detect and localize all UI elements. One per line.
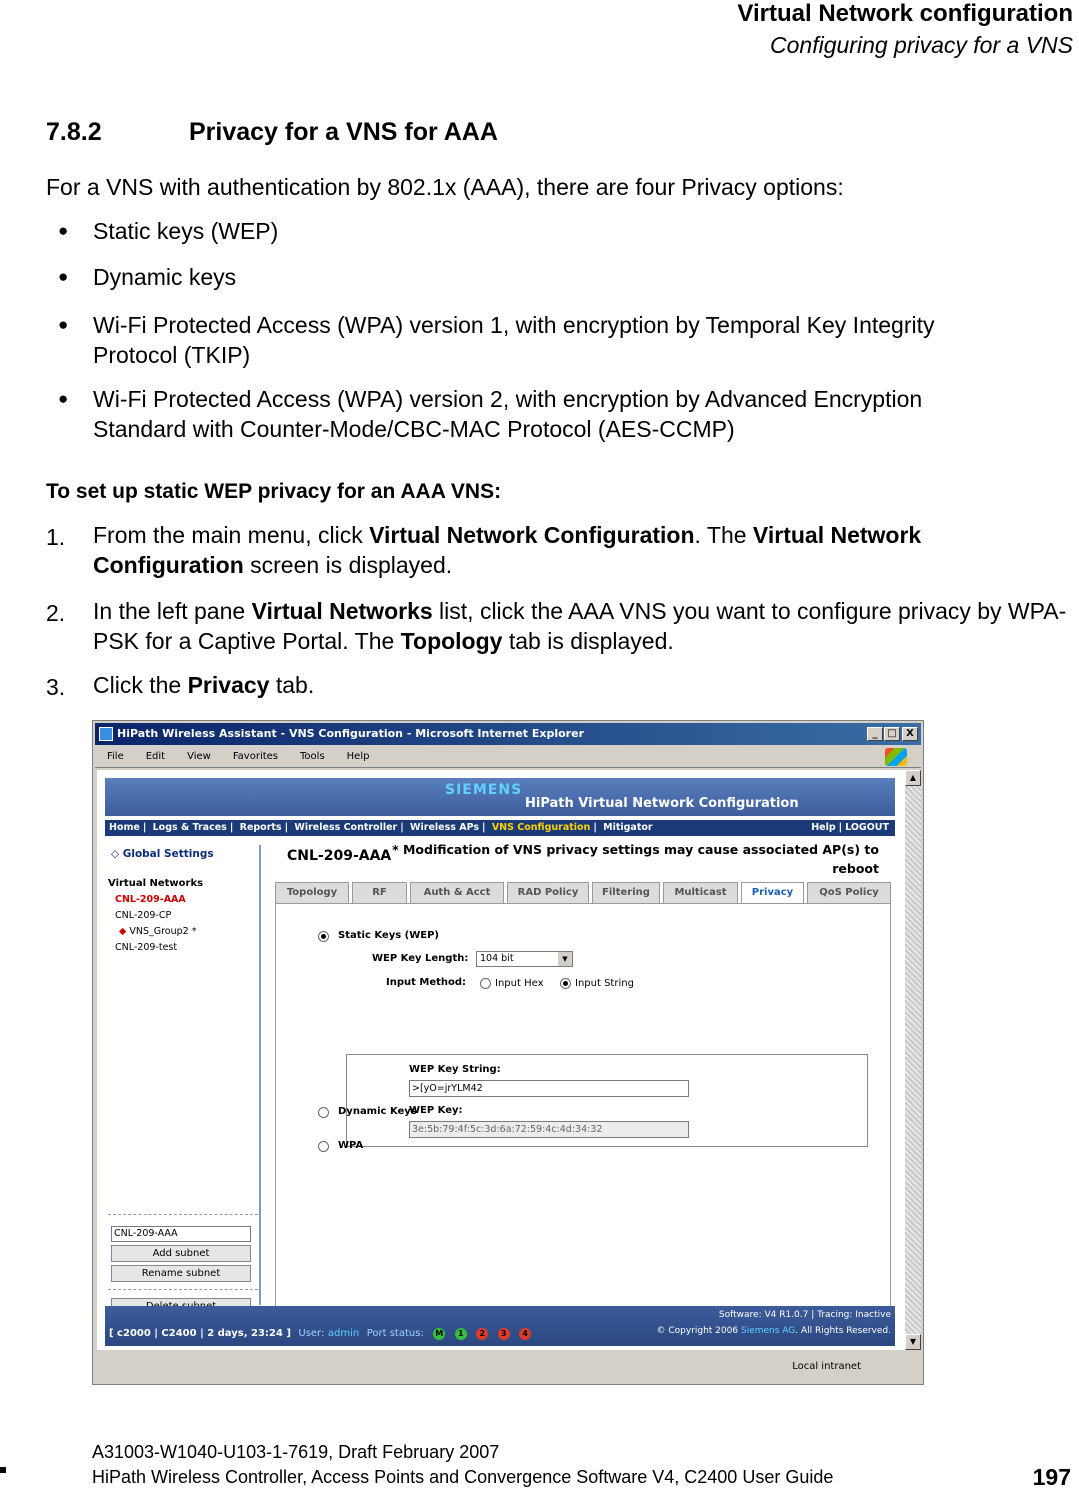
vns-sidebar: [105, 840, 260, 1300]
scroll-up-icon[interactable]: ▲: [905, 770, 921, 786]
rename-subnet-button[interactable]: Rename subnet: [111, 1265, 251, 1282]
vns-main-pane: [265, 840, 897, 1340]
menu-help[interactable]: Help: [346, 751, 370, 762]
virtual-networks-heading: Virtual Networks: [108, 878, 204, 889]
doc-id: A31003-W1040-U103-1-7619, Draft February 2007: [92, 1442, 500, 1462]
main-nav: [105, 820, 895, 836]
step-text: Click the Privacy tab.: [93, 672, 315, 698]
privacy-panel: [275, 903, 891, 1326]
windows-logo-icon: [885, 748, 907, 766]
minimize-button[interactable]: _: [867, 727, 883, 741]
nav-help[interactable]: Help: [811, 822, 836, 833]
maximize-button[interactable]: □: [884, 727, 900, 741]
window-title: HiPath Wireless Assistant - VNS Configuration - Microsoft Internet Explorer: [117, 727, 584, 740]
nav-logs-traces[interactable]: Logs & Traces: [152, 822, 227, 833]
dynamic-keys-label: Dynamic Keys: [338, 1106, 417, 1117]
wep-key-length-select[interactable]: 104 bit ▼: [476, 951, 573, 967]
port-status-label: Port status:: [366, 1328, 424, 1339]
page-content: [97, 770, 905, 1350]
section-title: Privacy for a VNS for AAA: [189, 118, 498, 146]
bullet-marker: ●: [58, 267, 69, 286]
diamond-icon: ◇: [111, 848, 120, 860]
running-header-section: Configuring privacy for a VNS: [770, 32, 1073, 58]
nav-separator: |: [142, 822, 147, 833]
menu-view[interactable]: View: [187, 751, 211, 762]
nav-mitigator[interactable]: Mitigator: [603, 822, 653, 833]
wep-key-label: WEP Key:: [409, 1105, 463, 1116]
reboot-notice: * Modification of VNS privacy settings may cause associated AP(s) to reboot: [392, 842, 879, 876]
global-settings-link[interactable]: ◇ Global Settings: [111, 848, 214, 860]
window-titlebar: [95, 723, 921, 745]
tab-topology[interactable]: Topology: [275, 882, 349, 904]
bullet-item: Wi-Fi Protected Access (WPA) version 1, with encryption by Temporal Key Integrity Protocol (TKIP): [93, 312, 935, 368]
vns-item-cnl-209-test[interactable]: CNL-209-test: [115, 942, 178, 953]
wep-key-group: [346, 1054, 868, 1147]
port-3-indicator: 3: [498, 1328, 510, 1340]
step-text: From the main menu, click Virtual Network Configuration. The Virtual Network Configuration screen is displayed.: [93, 522, 922, 578]
wpa-radio[interactable]: [318, 1141, 329, 1152]
port-m-indicator: M: [433, 1328, 445, 1340]
add-subnet-button[interactable]: Add subnet: [111, 1245, 251, 1262]
port-4-indicator: 4: [519, 1328, 531, 1340]
vertical-scrollbar[interactable]: [905, 770, 921, 1350]
vns-item-cnl-209-aaa[interactable]: CNL-209-AAA: [115, 894, 186, 905]
tab-filtering[interactable]: Filtering: [592, 882, 660, 904]
nav-separator: |: [593, 822, 597, 833]
port-1-indicator: 1: [455, 1328, 467, 1340]
siemens-logo: SIEMENS: [445, 782, 523, 798]
input-string-label: Input String: [575, 978, 634, 989]
intro-paragraph: For a VNS with authentication by 802.1x (AAA), there are four Privacy options:: [46, 174, 844, 200]
bullet-item: Wi-Fi Protected Access (WPA) version 2, with encryption by Advanced Encryption Standard with Counter-Mode/CBC-MAC Protocol (AES-CCMP): [93, 386, 923, 442]
bullet-marker: ●: [58, 389, 69, 408]
software-version: Software: V4 R1.0.7 | Tracing: Inactive: [718, 1310, 891, 1320]
browser-menubar: [95, 746, 921, 768]
sidebar-divider: [108, 1289, 258, 1290]
dynamic-keys-radio[interactable]: [318, 1107, 329, 1118]
tab-qos-policy[interactable]: QoS Policy: [807, 882, 891, 904]
step-number: 1.: [46, 524, 66, 550]
nav-separator: |: [400, 822, 404, 833]
static-keys-radio[interactable]: [318, 931, 329, 942]
port-2-indicator: 2: [476, 1328, 488, 1340]
nav-separator: |: [482, 822, 486, 833]
static-keys-label: Static Keys (WEP): [338, 930, 439, 941]
system-status: [109, 1328, 531, 1340]
wep-key-length-label: WEP Key Length:: [372, 953, 469, 964]
menu-edit[interactable]: Edit: [145, 751, 166, 762]
close-button[interactable]: X: [902, 727, 918, 741]
nav-separator: |: [229, 822, 234, 833]
menu-file[interactable]: File: [107, 751, 124, 762]
nav-logout[interactable]: LOGOUT: [845, 822, 889, 833]
pane-divider: [259, 845, 261, 1305]
nav-wireless-controller[interactable]: Wireless Controller: [294, 822, 398, 833]
app-banner: [105, 778, 895, 816]
subnet-name-input[interactable]: CNL-209-AAA: [111, 1226, 251, 1242]
bullet-marker: ●: [58, 315, 69, 334]
tab-auth-acct[interactable]: Auth & Acct: [410, 882, 504, 904]
nav-wireless-aps[interactable]: Wireless APs: [410, 822, 480, 833]
vns-title: CNL-209-AAA: [287, 848, 392, 864]
page-marker: [0, 1467, 6, 1473]
nav-reports[interactable]: Reports: [239, 822, 282, 833]
tab-privacy[interactable]: Privacy: [741, 882, 804, 904]
nav-vns-configuration[interactable]: VNS Configuration: [491, 822, 591, 833]
wep-key-string-label: WEP Key String:: [409, 1064, 501, 1075]
running-header-chapter: Virtual Network configuration: [737, 0, 1073, 27]
nav-separator: |: [838, 822, 843, 833]
nav-home[interactable]: Home: [109, 822, 140, 833]
zone-label: Local intranet: [792, 1361, 861, 1372]
banner-title: HiPath Virtual Network Configuration: [525, 796, 799, 811]
input-method-label: Input Method:: [386, 977, 467, 988]
bullet-item: Static keys (WEP): [93, 218, 279, 244]
app-footer: [105, 1306, 895, 1346]
menu-favorites[interactable]: Favorites: [232, 751, 279, 762]
wep-key-display: 3e:5b:79:4f:5c:3d:6a:72:59:4c:4d:34:32: [409, 1121, 689, 1138]
wep-key-string-input[interactable]: >[yO=jrYLM42: [409, 1080, 689, 1097]
procedure-title: To set up static WEP privacy for an AAA VNS:: [46, 480, 502, 503]
step-number: 2.: [46, 600, 66, 626]
vns-item-vns-group2[interactable]: ◆ VNS_Group2 *: [119, 926, 197, 937]
tab-rad-policy[interactable]: RAD Policy: [507, 882, 589, 904]
step-number: 3.: [46, 674, 66, 700]
user-label: User:: [298, 1328, 325, 1339]
copyright: © Copyright 2006 Siemens AG. All Rights Reserved.: [656, 1326, 891, 1336]
bullet-item: Dynamic keys: [93, 264, 237, 290]
ie-app-icon: [99, 727, 113, 741]
menu-tools[interactable]: Tools: [300, 751, 325, 762]
controller-status: [ c2000 | C2400 | 2 days, 23:24 ]: [109, 1328, 291, 1339]
step-text: In the left pane Virtual Networks list, click the AAA VNS you want to configure privacy by WPA-PSK for a Captive Portal. The Topology tab is displayed.: [93, 598, 1067, 654]
chevron-down-icon: ▼: [558, 952, 572, 966]
tab-multicast[interactable]: Multicast: [663, 882, 738, 904]
scroll-down-icon[interactable]: ▼: [905, 1334, 921, 1350]
browser-statusbar: [95, 1352, 921, 1382]
tab-rf[interactable]: RF: [352, 882, 407, 904]
diamond-icon: ◆: [119, 926, 127, 937]
wpa-label: WPA: [338, 1140, 364, 1151]
doc-title: HiPath Wireless Controller, Access Points and Convergence Software V4, C2400 User Guide: [92, 1467, 834, 1487]
section-number: 7.8.2: [46, 118, 102, 146]
page-number: 197: [1032, 1464, 1071, 1490]
vns-tabs: [275, 882, 891, 904]
nav-separator: |: [284, 822, 289, 833]
input-string-radio[interactable]: [560, 978, 571, 989]
input-hex-label: Input Hex: [495, 978, 544, 989]
browser-window: [92, 720, 924, 1385]
vns-item-cnl-209-cp[interactable]: CNL-209-CP: [115, 910, 172, 921]
bullet-marker: ●: [58, 221, 69, 240]
input-hex-radio[interactable]: [480, 978, 491, 989]
user-value: admin: [327, 1328, 360, 1339]
sidebar-divider: [108, 1214, 258, 1215]
